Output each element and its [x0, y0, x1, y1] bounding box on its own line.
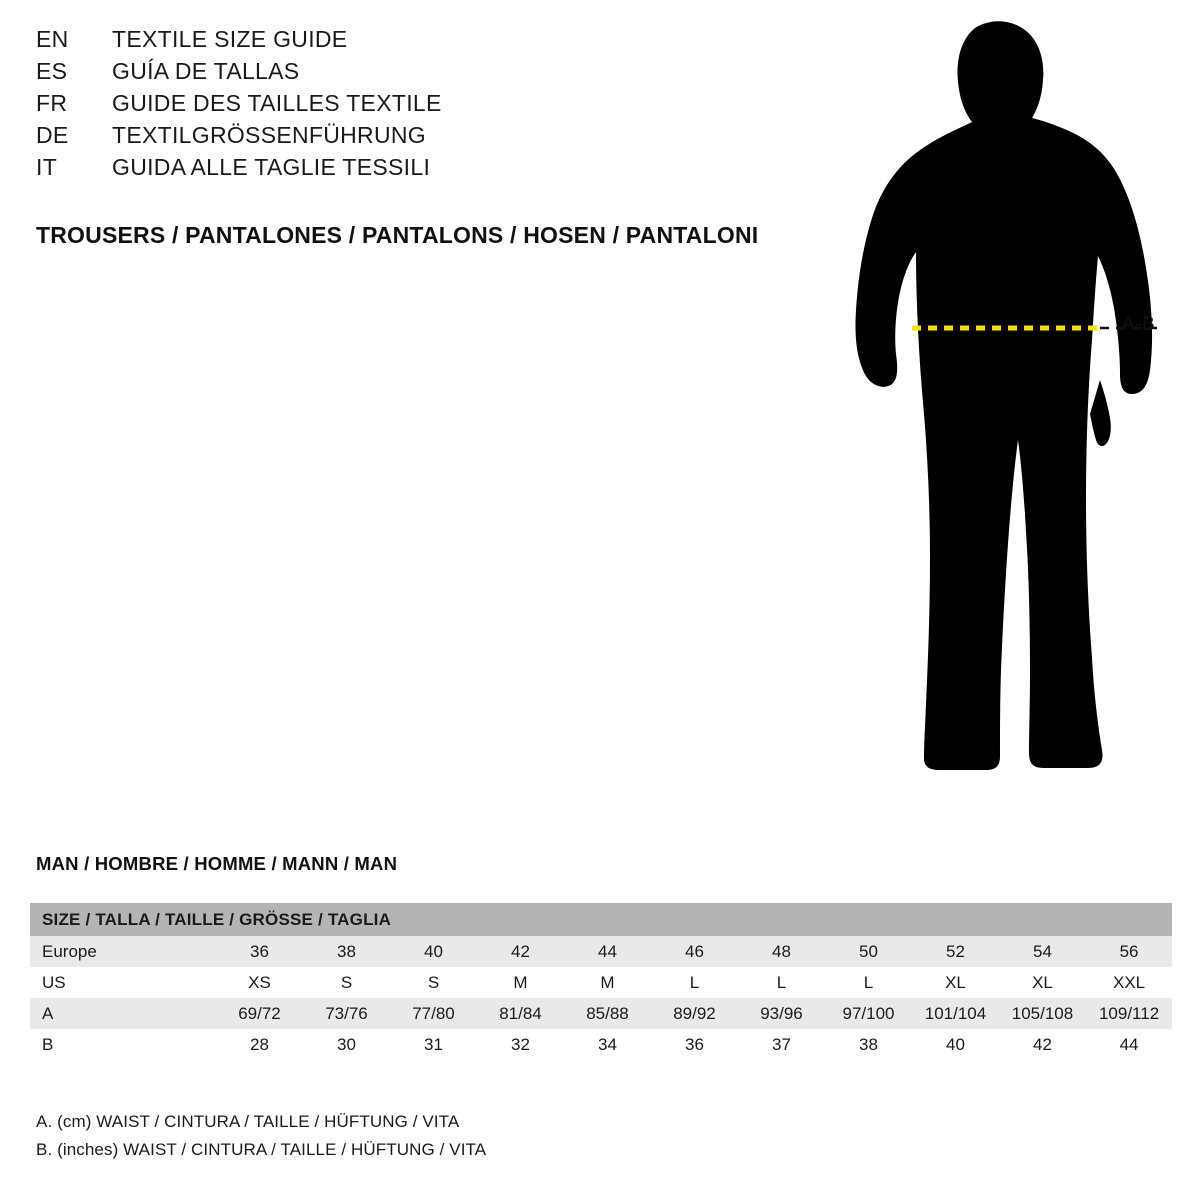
cell: 85/88	[564, 998, 651, 1029]
row-label: US	[30, 967, 216, 998]
cell: 38	[825, 1029, 912, 1060]
size-table	[30, 903, 1172, 1060]
language-title-block	[36, 26, 796, 186]
cell: 42	[999, 1029, 1086, 1060]
cell: 81/84	[477, 998, 564, 1029]
table-row	[30, 998, 1172, 1029]
footnote-a: A. (cm) WAIST / CINTURA / TAILLE / HÜFTUNG / VITA	[36, 1112, 460, 1131]
footnote-b: B. (inches) WAIST / CINTURA / TAILLE / HÜFTUNG / VITA	[36, 1140, 487, 1159]
language-row	[36, 26, 796, 58]
language-title: TEXTILE SIZE GUIDE	[112, 26, 348, 52]
cell: S	[390, 967, 477, 998]
cell: 37	[738, 1029, 825, 1060]
table-section-title: MAN / HOMBRE / HOMME / MANN / MAN	[36, 853, 398, 874]
cell: 44	[1086, 1029, 1172, 1060]
cell: 73/76	[303, 998, 390, 1029]
language-row	[36, 58, 796, 90]
cell: 36	[651, 1029, 738, 1060]
cell: 89/92	[651, 998, 738, 1029]
row-label: A	[30, 998, 216, 1029]
cell: L	[825, 967, 912, 998]
cell: M	[477, 967, 564, 998]
cell: 69/72	[216, 998, 303, 1029]
cell: L	[738, 967, 825, 998]
cell: 36	[216, 936, 303, 967]
cell: 30	[303, 1029, 390, 1060]
language-code: EN	[36, 26, 69, 52]
table-header-label: SIZE / TALLA / TAILLE / GRÖSSE / TAGLIA	[30, 903, 1172, 936]
cell: 77/80	[390, 998, 477, 1029]
cell: 105/108	[999, 998, 1086, 1029]
cell: 44	[564, 936, 651, 967]
cell: 32	[477, 1029, 564, 1060]
cell: S	[303, 967, 390, 998]
table-header-row	[30, 903, 1172, 936]
garment-type-line: TROUSERS / PANTALONES / PANTALONS / HOSEN / PANTALONI	[36, 222, 759, 248]
cell: M	[564, 967, 651, 998]
language-row	[36, 122, 796, 154]
cell: 50	[825, 936, 912, 967]
language-row	[36, 154, 796, 186]
measure-label-ab: A-B	[1122, 314, 1156, 335]
cell: XL	[912, 967, 999, 998]
cell: 38	[303, 936, 390, 967]
row-label: B	[30, 1029, 216, 1060]
cell: 56	[1086, 936, 1172, 967]
table-row	[30, 1029, 1172, 1060]
language-code: FR	[36, 90, 68, 116]
language-title: GUÍA DE TALLAS	[112, 58, 300, 84]
cell: 93/96	[738, 998, 825, 1029]
cell: XXL	[1086, 967, 1172, 998]
language-row	[36, 90, 796, 122]
language-title: GUIDE DES TAILLES TEXTILE	[112, 90, 442, 116]
row-label: Europe	[30, 936, 216, 967]
table-row	[30, 967, 1172, 998]
cell: 101/104	[912, 998, 999, 1029]
language-code: IT	[36, 154, 58, 180]
footnotes	[36, 1108, 936, 1164]
table-row	[30, 936, 1172, 967]
cell: L	[651, 967, 738, 998]
cell: XL	[999, 967, 1086, 998]
cell: 40	[390, 936, 477, 967]
cell: 34	[564, 1029, 651, 1060]
language-title: GUIDA ALLE TAGLIE TESSILI	[112, 154, 431, 180]
cell: 109/112	[1086, 998, 1172, 1029]
language-title: TEXTILGRÖSSENFÜHRUNG	[112, 122, 426, 148]
language-code: ES	[36, 58, 68, 84]
cell: 46	[651, 936, 738, 967]
cell: 28	[216, 1029, 303, 1060]
cell: 31	[390, 1029, 477, 1060]
cell: 48	[738, 936, 825, 967]
cell: 52	[912, 936, 999, 967]
cell: 40	[912, 1029, 999, 1060]
language-code: DE	[36, 122, 69, 148]
cell: 97/100	[825, 998, 912, 1029]
cell: 42	[477, 936, 564, 967]
cell: 54	[999, 936, 1086, 967]
cell: XS	[216, 967, 303, 998]
male-silhouette-shape	[855, 21, 1152, 770]
body-silhouette-illustration	[800, 10, 1200, 800]
